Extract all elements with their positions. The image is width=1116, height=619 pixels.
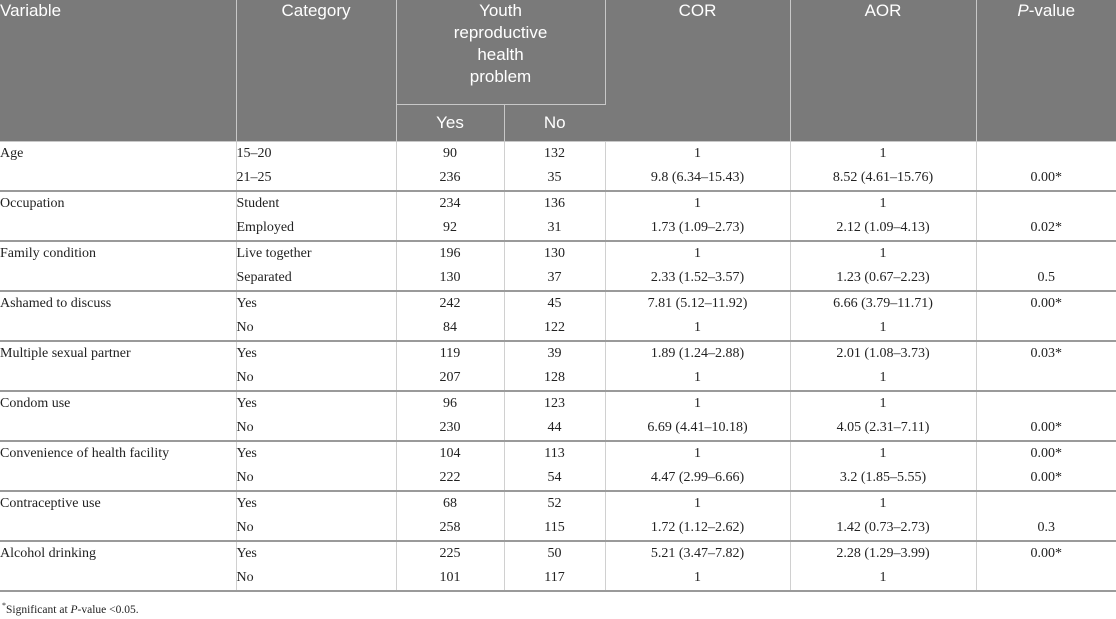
cell-aor: 1 (790, 241, 976, 266)
cell-aor: 8.52 (4.61–15.76) (790, 166, 976, 191)
cell-category: 21–25 (236, 166, 396, 191)
header-no: No (504, 104, 605, 141)
cell-no: 31 (504, 216, 605, 241)
cell-variable: Multiple sexual partner (0, 341, 236, 391)
cell-no: 45 (504, 291, 605, 316)
footnote-text-end: -value <0.05. (77, 603, 139, 616)
header-yrh-line: problem (469, 67, 532, 86)
cell-p-value (976, 316, 1116, 341)
cell-cor: 1.72 (1.12–2.62) (605, 516, 790, 541)
cell-cor: 1 (605, 366, 790, 391)
cell-p-value: 0.00* (976, 291, 1116, 316)
cell-category: Yes (236, 441, 396, 466)
cell-p-value: 0.03* (976, 341, 1116, 366)
table-row (0, 191, 1116, 216)
cell-cor: 4.47 (2.99–6.66) (605, 466, 790, 491)
cell-cor: 5.21 (3.47–7.82) (605, 541, 790, 566)
cell-p-value (976, 141, 1116, 166)
cell-cor: 1.89 (1.24–2.88) (605, 341, 790, 366)
cell-variable: Occupation (0, 191, 236, 241)
header-cor: COR (605, 0, 790, 141)
header-variable: Variable (0, 0, 236, 141)
cell-p-value (976, 191, 1116, 216)
header-yrh-line: reproductive (453, 23, 548, 42)
cell-aor: 1 (790, 441, 976, 466)
cell-aor: 1 (790, 141, 976, 166)
cell-cor: 1 (605, 391, 790, 416)
cell-aor: 1 (790, 491, 976, 516)
cell-category: Yes (236, 541, 396, 566)
footnote-text: Significant at (6, 603, 71, 616)
cell-aor: 1.23 (0.67–2.23) (790, 266, 976, 291)
cell-p-value (976, 366, 1116, 391)
cell-aor: 1 (790, 366, 976, 391)
cell-p-value: 0.02* (976, 216, 1116, 241)
header-yrh-line: health (477, 45, 524, 64)
table-body (0, 141, 1116, 591)
cell-cor: 1 (605, 441, 790, 466)
table-row (0, 341, 1116, 366)
cell-p-value: 0.00* (976, 441, 1116, 466)
cell-no: 50 (504, 541, 605, 566)
cell-category: 15–20 (236, 141, 396, 166)
cell-aor: 2.01 (1.08–3.73) (790, 341, 976, 366)
cell-p-value (976, 391, 1116, 416)
header-youth-reproductive-health-problem (396, 0, 605, 104)
cell-no: 52 (504, 491, 605, 516)
cell-no: 136 (504, 191, 605, 216)
table-row (0, 291, 1116, 316)
cell-aor: 2.28 (1.29–3.99) (790, 541, 976, 566)
cell-cor: 1 (605, 241, 790, 266)
table-row (0, 141, 1116, 166)
header-p-value (976, 0, 1116, 141)
cell-cor: 6.69 (4.41–10.18) (605, 416, 790, 441)
cell-category: Yes (236, 341, 396, 366)
cell-yes: 258 (396, 516, 504, 541)
cell-p-value: 0.00* (976, 541, 1116, 566)
cell-variable: Family condition (0, 241, 236, 291)
cell-yes: 92 (396, 216, 504, 241)
cell-variable: Age (0, 141, 236, 191)
cell-p-value: 0.5 (976, 266, 1116, 291)
cell-variable: Condom use (0, 391, 236, 441)
footnote-p-italic: P (70, 603, 78, 616)
header-aor: AOR (790, 0, 976, 141)
cell-yes: 96 (396, 391, 504, 416)
header-yrh-line: Youth (479, 1, 522, 20)
cell-category: No (236, 516, 396, 541)
cell-no: 117 (504, 566, 605, 591)
footnote (2, 601, 139, 616)
cell-aor: 1.42 (0.73–2.73) (790, 516, 976, 541)
cell-yes: 101 (396, 566, 504, 591)
cell-yes: 130 (396, 266, 504, 291)
cell-aor: 2.12 (1.09–4.13) (790, 216, 976, 241)
cell-no: 122 (504, 316, 605, 341)
cell-p-value: 0.00* (976, 166, 1116, 191)
cell-no: 123 (504, 391, 605, 416)
cell-category: Student (236, 191, 396, 216)
cell-no: 37 (504, 266, 605, 291)
header-yes: Yes (396, 104, 504, 141)
cell-no: 132 (504, 141, 605, 166)
cell-aor: 4.05 (2.31–7.11) (790, 416, 976, 441)
cell-variable: Ashamed to discuss (0, 291, 236, 341)
cell-category: Live together (236, 241, 396, 266)
cell-no: 44 (504, 416, 605, 441)
table-row (0, 491, 1116, 516)
cell-no: 115 (504, 516, 605, 541)
cell-p-value (976, 566, 1116, 591)
cell-category: No (236, 416, 396, 441)
cell-yes: 242 (396, 291, 504, 316)
footnote-mark: * (2, 601, 6, 610)
cell-category: No (236, 366, 396, 391)
cell-yes: 90 (396, 141, 504, 166)
cell-cor: 1.73 (1.09–2.73) (605, 216, 790, 241)
cell-yes: 225 (396, 541, 504, 566)
cell-yes: 119 (396, 341, 504, 366)
cell-yes: 234 (396, 191, 504, 216)
cell-category: No (236, 566, 396, 591)
header-p-italic: P (1017, 1, 1029, 20)
cell-aor: 1 (790, 566, 976, 591)
header-category: Category (236, 0, 396, 141)
table-header (0, 0, 1116, 141)
cell-aor: 1 (790, 316, 976, 341)
table-row (0, 241, 1116, 266)
cell-variable: Contraceptive use (0, 491, 236, 541)
cell-cor: 1 (605, 191, 790, 216)
cell-no: 128 (504, 366, 605, 391)
cell-p-value (976, 241, 1116, 266)
cell-p-value: 0.3 (976, 516, 1116, 541)
cell-category: No (236, 466, 396, 491)
cell-yes: 84 (396, 316, 504, 341)
cell-yes: 230 (396, 416, 504, 441)
cell-no: 39 (504, 341, 605, 366)
cell-yes: 196 (396, 241, 504, 266)
cell-cor: 1 (605, 566, 790, 591)
cell-p-value (976, 491, 1116, 516)
cell-aor: 1 (790, 191, 976, 216)
cell-p-value: 0.00* (976, 466, 1116, 491)
table-row (0, 441, 1116, 466)
cell-cor: 7.81 (5.12–11.92) (605, 291, 790, 316)
cell-no: 130 (504, 241, 605, 266)
table-row (0, 541, 1116, 566)
cell-category: Employed (236, 216, 396, 241)
cell-category: Yes (236, 391, 396, 416)
cell-cor: 1 (605, 316, 790, 341)
cell-yes: 222 (396, 466, 504, 491)
cell-yes: 236 (396, 166, 504, 191)
cell-cor: 9.8 (6.34–15.43) (605, 166, 790, 191)
cell-no: 35 (504, 166, 605, 191)
cell-cor: 1 (605, 141, 790, 166)
cell-no: 54 (504, 466, 605, 491)
cell-yes: 68 (396, 491, 504, 516)
cell-variable: Convenience of health facility (0, 441, 236, 491)
cell-category: Yes (236, 491, 396, 516)
table-row (0, 391, 1116, 416)
cell-category: Separated (236, 266, 396, 291)
cell-category: No (236, 316, 396, 341)
header-p-rest: -value (1028, 1, 1076, 20)
cell-variable: Alcohol drinking (0, 541, 236, 591)
cell-no: 113 (504, 441, 605, 466)
cell-yes: 104 (396, 441, 504, 466)
cell-p-value: 0.00* (976, 416, 1116, 441)
cell-yes: 207 (396, 366, 504, 391)
cell-category: Yes (236, 291, 396, 316)
cell-aor: 1 (790, 391, 976, 416)
cell-cor: 2.33 (1.52–3.57) (605, 266, 790, 291)
cell-cor: 1 (605, 491, 790, 516)
cell-aor: 6.66 (3.79–11.71) (790, 291, 976, 316)
cell-aor: 3.2 (1.85–5.55) (790, 466, 976, 491)
